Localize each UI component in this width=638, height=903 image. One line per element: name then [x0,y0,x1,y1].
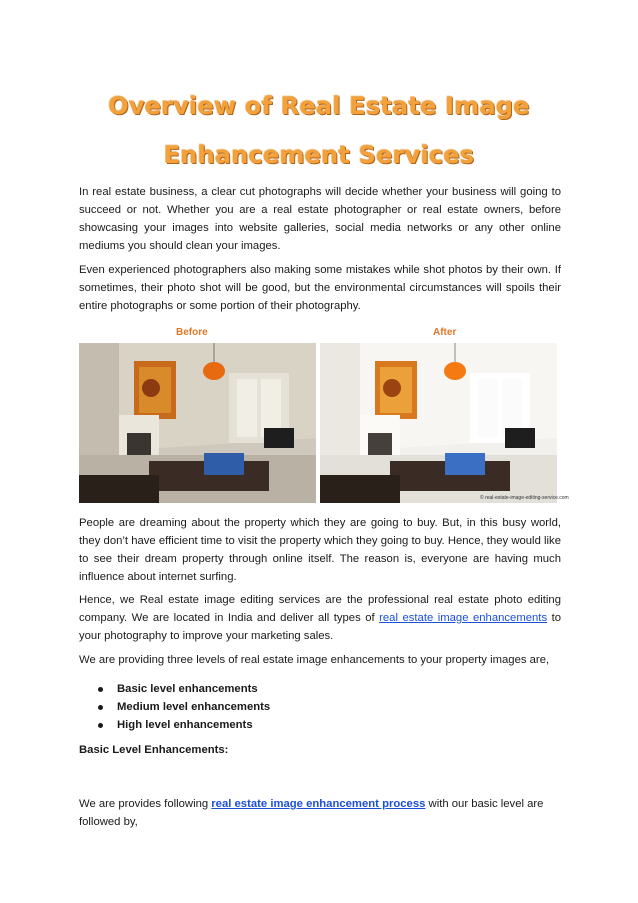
bullet-icon [98,705,103,710]
list-item [92,680,270,698]
list-item [92,698,270,716]
after-photo [320,343,569,503]
before-photo [79,343,316,503]
title-line-2: Enhancement Services [163,141,475,169]
enhancements-link[interactable]: real estate image enhancements [379,612,548,624]
list-item-text: Basic level enhancements [117,683,258,695]
bullet-icon [98,723,103,728]
photo-watermark: © real-estate-image-editing-service.com [480,495,569,501]
paragraph-levels: We are providing three levels of real estate image enhancements to your property images are, [79,654,550,666]
bullet-icon [98,687,103,692]
list-item-text: Medium level enhancements [117,701,271,713]
paragraph-photographers: Even experienced photographers also making some mistakes while shot photos by their own. If sometimes, their photo shot will be good, but the environmental circumstances will spoils their entire photographs or some portion of their photography. [79,264,561,312]
title-line-1: Overview of Real Estate Image [108,92,530,120]
list-item [92,716,270,734]
paragraph-company [79,591,561,645]
paragraph-company-text-1: Hence, we Real estate image editing services are the professional real estate photo editing company. We are located in India and deliver all types of [79,594,561,624]
paragraph-dream-property: People are dreaming about the property which they are going to buy. But, in this busy world, they don’t have efficient time to visit the property which they going to buy. Hence, they would like to see their dream property through online itself. The reason is, everyone are having much influence about internet surfing. [79,517,561,583]
paragraph-process [79,795,561,831]
paragraph-process-text-1: We are provides following [79,798,212,810]
paragraph-process-text-2: with our basic level are followed by, [79,798,544,828]
process-link[interactable]: real estate image enhancement process [211,798,426,810]
list-item-text: High level enhancements [117,719,253,731]
section-heading: Basic Level Enhancements: [79,744,229,756]
paragraph-company-text-2: to your photography to improve your marketing sales. [79,612,562,642]
before-label: Before [176,327,208,338]
levels-list [92,680,270,734]
paragraph-intro: In real estate business, a clear cut photographs will decide whether your business will going to succeed or not. Whether you are a real estate photographer or real estate owners, before showcasing your images into website galleries, social media networks or any other online mediums you should clean your images. [79,186,561,252]
after-label: After [433,327,457,338]
